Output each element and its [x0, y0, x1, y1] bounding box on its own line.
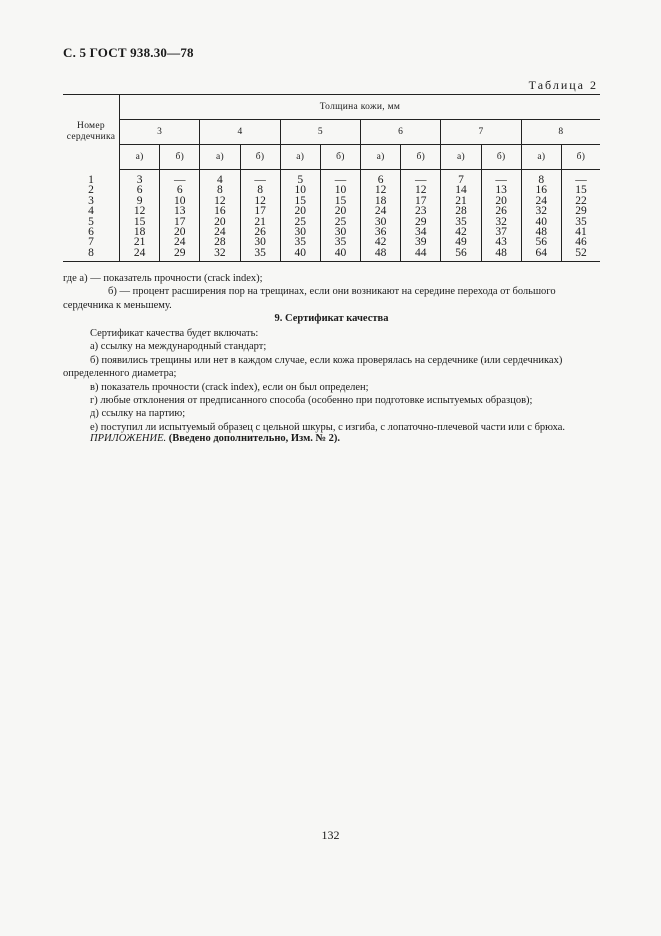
table-cell: 23 — [401, 206, 441, 216]
sub-header-a: а) — [200, 145, 240, 170]
table-cell: 21 — [441, 196, 481, 206]
table-caption: Таблица 2 — [528, 78, 598, 92]
table-cell: 25 — [320, 217, 360, 227]
table-cell: 17 — [240, 206, 280, 216]
table-cell: 64 — [521, 248, 561, 262]
section-title: 9. Сертификат качества — [274, 313, 389, 324]
appendix-text: (Введено дополнительно, Изм. № 2). — [168, 433, 341, 444]
table-cell: 26 — [240, 227, 280, 237]
thickness-group-header: Толщина кожи, мм — [120, 95, 601, 120]
table-row — [63, 185, 600, 195]
table-cell: 35 — [320, 237, 360, 247]
table-cell: 30 — [240, 237, 280, 247]
table-cell: 28 — [200, 237, 240, 247]
row-number: 4 — [63, 206, 120, 216]
table-cell: 32 — [200, 248, 240, 262]
table-cell: 21 — [240, 217, 280, 227]
table-cell: — — [481, 170, 521, 186]
table-cell: 12 — [120, 206, 160, 216]
sub-header-b: б) — [160, 145, 200, 170]
table-cell: 37 — [481, 227, 521, 237]
table-cell: 34 — [401, 227, 441, 237]
section-item: а) ссылку на международный стандарт; — [90, 341, 267, 353]
section-body — [63, 327, 600, 434]
table-cell: 15 — [120, 217, 160, 227]
table-cell: 39 — [401, 237, 441, 247]
thickness-header: 4 — [200, 120, 280, 145]
table-cell: 44 — [401, 248, 441, 262]
table-cell: 12 — [361, 185, 401, 195]
table-cell: 9 — [120, 196, 160, 206]
table-cell: 24 — [160, 237, 200, 247]
table-cell: — — [160, 170, 200, 186]
table-cell: 56 — [521, 237, 561, 247]
table-cell: 15 — [575, 184, 587, 197]
table-cell: 20 — [200, 217, 240, 227]
table-cell: 16 — [521, 185, 561, 195]
table-cell: 30 — [361, 217, 401, 227]
row-number-header: Номер сердечника — [63, 95, 120, 170]
table-cell: 29 — [575, 205, 587, 218]
table-cell: 15 — [320, 196, 360, 206]
sub-header-b: б) — [401, 145, 441, 170]
table-cell: 24 — [521, 196, 561, 206]
table-cell: 40 — [521, 217, 561, 227]
table-cell: 20 — [160, 227, 200, 237]
thickness-header: 5 — [280, 120, 360, 145]
sub-header-b: б) — [481, 145, 521, 170]
table-cell: 13 — [481, 185, 521, 195]
table-cell: — — [320, 170, 360, 186]
table-cell: 42 — [361, 237, 401, 247]
table-cell: 35 — [280, 237, 320, 247]
row-number: 1 — [63, 170, 120, 186]
row-number: 5 — [63, 217, 120, 227]
thickness-header: 7 — [441, 120, 521, 145]
section-item: г) любые отклонения от предписанного способа (особенно при подготовке испытуемых образцов); — [90, 395, 533, 407]
table-cell: 17 — [401, 196, 441, 206]
table-cell: 12 — [200, 196, 240, 206]
note-b: б) — процент расширения пор на трещинах, если они возникают на середине перехода от большого сердечника к меньшему. — [63, 286, 556, 311]
sub-header-a: а) — [120, 145, 160, 170]
table-row — [63, 248, 600, 262]
row-number: 8 — [63, 248, 120, 262]
table-cell: 41 — [575, 226, 587, 239]
sub-header-b: б) — [561, 145, 600, 170]
section-item: е) поступил ли испытуемый образец с цельной шкуры, с изгиба, с лопаточно-плечевой части или с брюха. — [90, 421, 565, 433]
table-cell: 35 — [441, 217, 481, 227]
table-cell: 20 — [481, 196, 521, 206]
table-cell: 8 — [240, 185, 280, 195]
row-number: 6 — [63, 227, 120, 237]
table-cell: 5 — [280, 170, 320, 186]
section-item: д) ссылку на партию; — [90, 408, 186, 420]
table-cell: 48 — [481, 248, 521, 262]
table-cell: — — [401, 170, 441, 186]
table-cell: 24 — [200, 227, 240, 237]
table-cell: 7 — [441, 170, 481, 186]
table-cell: 15 — [280, 196, 320, 206]
table-cell: 28 — [441, 206, 481, 216]
sub-header-a: а) — [280, 145, 320, 170]
table-cell: 40 — [280, 248, 320, 262]
table-cell: 16 — [200, 206, 240, 216]
sub-header-b: б) — [240, 145, 280, 170]
table-cell: 48 — [361, 248, 401, 262]
table-cell: 29 — [160, 248, 200, 262]
table-cell: 24 — [361, 206, 401, 216]
appendix-note — [63, 432, 600, 445]
table-cell: 32 — [521, 206, 561, 216]
section-intro: Сертификат качества будет включать: — [90, 328, 259, 339]
sub-header-a: а) — [521, 145, 561, 170]
table-cell: 40 — [320, 248, 360, 262]
table-cell: — — [575, 174, 587, 186]
table-cell: 12 — [401, 185, 441, 195]
thickness-header: 8 — [521, 120, 600, 145]
table-cell: 35 — [575, 215, 587, 228]
table-cell: 30 — [280, 227, 320, 237]
table-cell: 10 — [320, 185, 360, 195]
sub-header-a: а) — [441, 145, 481, 170]
table-cell: 14 — [441, 185, 481, 195]
table-cell: 6 — [160, 185, 200, 195]
page-header: С. 5 ГОСТ 938.30—78 — [63, 45, 194, 60]
table-row — [63, 170, 600, 186]
table-cell: 17 — [160, 217, 200, 227]
thickness-header: 3 — [120, 120, 200, 145]
table-cell: 6 — [120, 185, 160, 195]
table-cell: 20 — [280, 206, 320, 216]
table-cell: 43 — [481, 237, 521, 247]
table-cell: 8 — [521, 170, 561, 186]
table-cell: 4 — [200, 170, 240, 186]
table-cell: 36 — [361, 227, 401, 237]
table-cell: 22 — [575, 194, 587, 207]
table-notes — [63, 272, 600, 312]
table-cell: 18 — [361, 196, 401, 206]
table-cell: 13 — [160, 206, 200, 216]
section-item: б) появились трещины или нет в каждом случае, если кожа проверялась на сердечнике (или сердечниках) определенного диаметра; — [63, 354, 563, 380]
table-cell: 30 — [320, 227, 360, 237]
table-cell: 6 — [361, 170, 401, 186]
table-cell: 35 — [240, 248, 280, 262]
table-cell: 52 — [561, 248, 600, 262]
table-cell: 8 — [200, 185, 240, 195]
sub-header-b: б) — [320, 145, 360, 170]
table-cell: 12 — [240, 196, 280, 206]
table-cell: 10 — [280, 185, 320, 195]
thickness-header: 6 — [361, 120, 441, 145]
row-number: 3 — [63, 196, 120, 206]
sub-header-a: а) — [361, 145, 401, 170]
table-cell: 24 — [120, 248, 160, 262]
table-cell: 32 — [481, 217, 521, 227]
table-cell: 49 — [441, 237, 481, 247]
table-cell: 56 — [441, 248, 481, 262]
appendix-label: ПРИЛОЖЕНИЕ. — [90, 433, 167, 444]
table-cell: 3 — [120, 170, 160, 186]
table-cell: 20 — [320, 206, 360, 216]
table-cell: 48 — [521, 227, 561, 237]
table-cell: 42 — [441, 227, 481, 237]
data-table — [63, 94, 600, 262]
table-cell: 25 — [280, 217, 320, 227]
table-cell: — — [240, 170, 280, 186]
table-cell: 46 — [575, 236, 587, 249]
row-number: 2 — [63, 185, 120, 195]
note-a: где а) — показатель прочности (crack index); — [63, 273, 263, 284]
row-number: 7 — [63, 237, 120, 247]
page-number: 132 — [321, 828, 340, 842]
section-item: в) показатель прочности (crack index), если он был определен; — [90, 381, 369, 393]
table-cell: 10 — [160, 196, 200, 206]
table-cell: 18 — [120, 227, 160, 237]
table-cell: 29 — [401, 217, 441, 227]
table-cell: 26 — [481, 206, 521, 216]
table-cell: 21 — [120, 237, 160, 247]
